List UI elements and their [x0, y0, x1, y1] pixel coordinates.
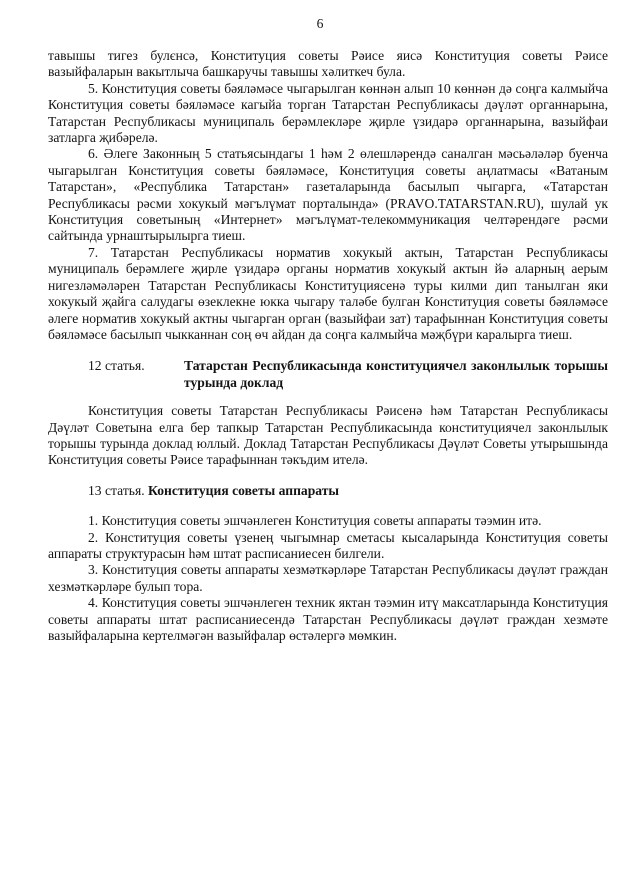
article-13-title: Конституция советы аппараты	[148, 482, 340, 498]
article-13-paragraph-1: 1. Конституция советы эшчәнлеген Конституция советы аппараты тәэмин итә.	[88, 513, 542, 529]
article-12-paragraph: Конституция советы Татарстан Республикасы Рәисенә һәм Татарстан Республикасы Дәүләт Советына елга бер тапкыр Татарстан Республикасында конституциячел законлылык торышы турында доклад юллый. Доклад Татарстан Республикасы Дәүләт Советы утырышында Конституция советы Рәисе тарафыннан тәкъдим ителә.	[48, 403, 608, 468]
paragraph-item-6: 6. Әлеге Законның 5 статьясындагы 1 һәм 2 өлешләрендә саналган мәсьәләләр буенча чыгарылган Конституция советы бәяләмәсе, Конституция советы аңлатмасы «Ватаным Татарстан», «Республика Татарстан» газеталарында басылып чыгарга, «Татарстан Республикасы рәсми хокукый мәгълүмат порталында» (PRAVO.TATARSTAN.RU), шулай ук Конституция советының «Интернет» мәгълүмат-телекоммуникация челтәрендәге рәсми сайтында урнаштырылырга тиеш.	[48, 146, 608, 244]
article-13-number: 13 статья.	[88, 482, 145, 498]
paragraph-continuation: тавышы тигез булєнсә, Конституция советы Рәисе яисә Конституция советы Рәисе вазыйфаларын вакытлыча башкаручы тавышы хәлиткеч була.	[48, 48, 608, 80]
article-13-paragraph-2: 2. Конституция советы үзенең чыгымнар сметасы кысаларында Конституция советы аппараты структурасын һәм штат расписаниесен билгели.	[48, 529, 608, 561]
document-body	[48, 48, 608, 644]
paragraph-item-7: 7. Татарстан Республикасы норматив хокукый актын, Татарстан Республикасы муниципаль берәмлеге җирле үзидарә органы норматив хокукый актын йә аларның аерым нигезләмәләрен Татарстан Республикасы Конституциясенә туры килми дип танылган яки хокукый җайга салудагы өзеклекне юкка чыгару таләбе булган Конституция советы бәяләмәсе әлеге норматив хокукый актны чыгарган орган (вазыйфаи зат) тарафыннан Конституция советы бәяләмәсе басылып чыкканнан соң өч айдан да соңга калмыйча мәҗбүри каралырга тиеш.	[48, 244, 608, 342]
paragraph-item-5: 5. Конституция советы бәяләмәсе чыгарылган көннән алып 10 көннән дә соңга калмыйча Конституция советы бәяләмәсе кагыйа торган Татарстан Республикасы дәүләт органнарына, Татарстан Республикасы муниципаль берәмлекләре җирле үзидарә органнарына, вазыйфаи затларга җибәрелә.	[48, 80, 608, 146]
article-13-paragraph-3: 3. Конституция советы аппараты хезмәткәрләре Татарстан Республикасы дәүләт граждан хезмәткәрләре булып тора.	[48, 562, 608, 594]
article-13-paragraph-4: 4. Конституция советы эшчәнлеген техник яктан тәэмин итү максатларында Конституция советы аппараты штат расписаниесендә Татарстан Республикасы дәүләт граждан хезмәте вазыйфаларына кертелмәгән вазыйфалар өстәлергә мөмкин.	[48, 595, 608, 643]
article-13-heading	[48, 483, 608, 499]
page-number: 6	[316, 16, 324, 31]
article-12-heading	[48, 358, 608, 391]
article-12-number: 12 статья.	[88, 358, 145, 374]
article-12-title: Татарстан Республикасында конституциячел законлылык торышы турында доклад	[184, 358, 608, 390]
